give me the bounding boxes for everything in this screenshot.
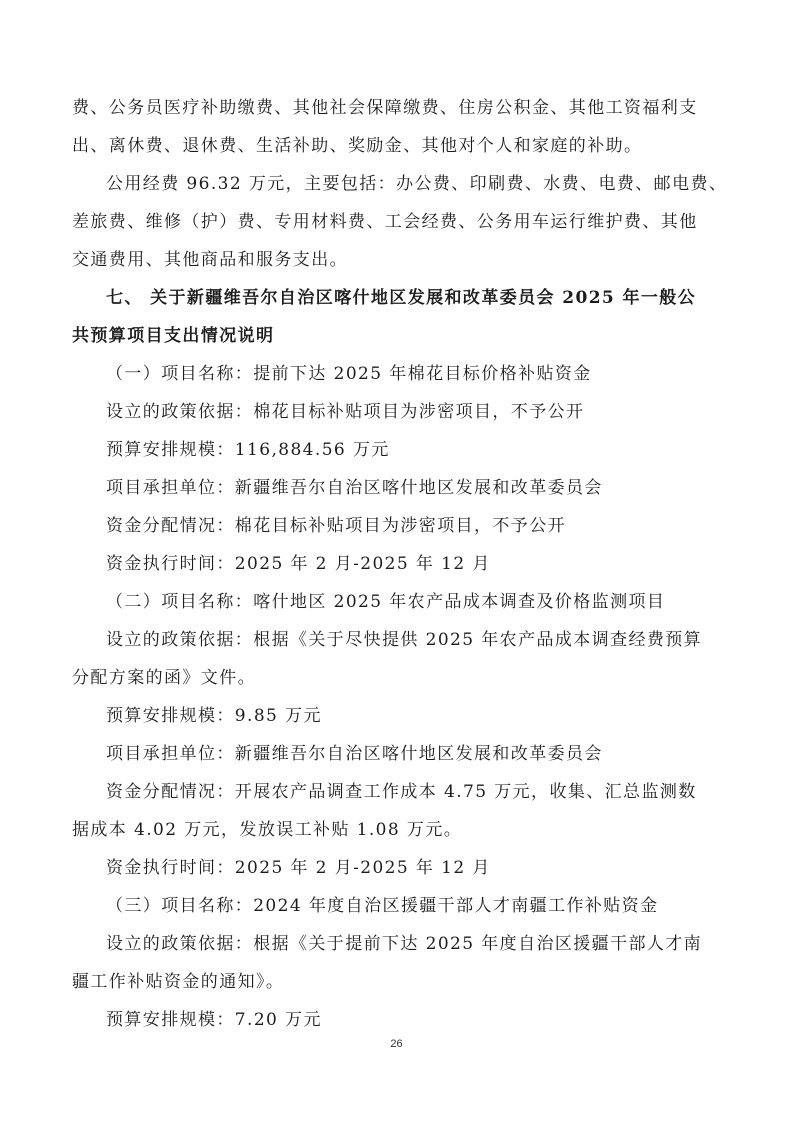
budget-scale: 预算安排规模：116,884.56 万元	[106, 440, 390, 460]
section-heading: 七、 关于新疆维吾尔自治区喀什地区发展和改革委员会 2025 年一般公	[106, 288, 697, 308]
page-number: 26	[390, 1038, 403, 1050]
project-title: （一）项目名称：提前下达 2025 年棉花目标价格补贴资金	[106, 364, 592, 384]
budget-scale: 预算安排规模：7.20 万元	[106, 1010, 322, 1030]
text-line: 交通费用、其他商品和服务支出。	[72, 250, 348, 270]
fund-allocation-continued: 据成本 4.02 万元，发放误工补贴 1.08 万元。	[72, 820, 463, 840]
fund-allocation: 资金分配情况：棉花目标补贴项目为涉密项目，不予公开	[106, 516, 566, 536]
policy-basis: 设立的政策依据：根据《关于提前下达 2025 年度自治区援疆干部人才南	[106, 934, 703, 954]
text-line: 公用经费 96.32 万元，主要包括：办公费、印刷费、水费、电费、邮电费、	[106, 174, 728, 194]
text-line: 出、离休费、退休费、生活补助、奖励金、其他对个人和家庭的补助。	[72, 136, 643, 156]
section-heading-continued: 共预算项目支出情况说明	[72, 326, 275, 346]
execution-time: 资金执行时间：2025 年 2 月-2025 年 12 月	[106, 858, 491, 878]
project-title: （三）项目名称：2024 年度自治区援疆干部人才南疆工作补贴资金	[106, 896, 659, 916]
text-line: 差旅费、维修（护）费、专用材料费、工会经费、公务用车运行维护费、其他	[72, 212, 698, 232]
responsible-unit: 项目承担单位：新疆维吾尔自治区喀什地区发展和改革委员会	[106, 478, 603, 498]
policy-basis-continued: 分配方案的函》文件。	[72, 668, 256, 688]
budget-scale: 预算安排规模：9.85 万元	[106, 706, 322, 726]
policy-basis: 设立的政策依据：根据《关于尽快提供 2025 年农产品成本调查经费预算	[106, 630, 703, 650]
responsible-unit: 项目承担单位：新疆维吾尔自治区喀什地区发展和改革委员会	[106, 744, 603, 764]
fund-allocation: 资金分配情况：开展农产品调查工作成本 4.75 万元，收集、汇总监测数	[106, 782, 697, 802]
text-line: 费、公务员医疗补助缴费、其他社会保障缴费、住房公积金、其他工资福利支	[72, 98, 698, 118]
policy-basis-continued: 疆工作补贴资金的通知》。	[72, 972, 285, 992]
project-title: （二）项目名称：喀什地区 2025 年农产品成本调查及价格监测项目	[106, 592, 666, 612]
execution-time: 资金执行时间：2025 年 2 月-2025 年 12 月	[106, 554, 491, 574]
policy-basis: 设立的政策依据：棉花目标补贴项目为涉密项目，不予公开	[106, 402, 585, 422]
